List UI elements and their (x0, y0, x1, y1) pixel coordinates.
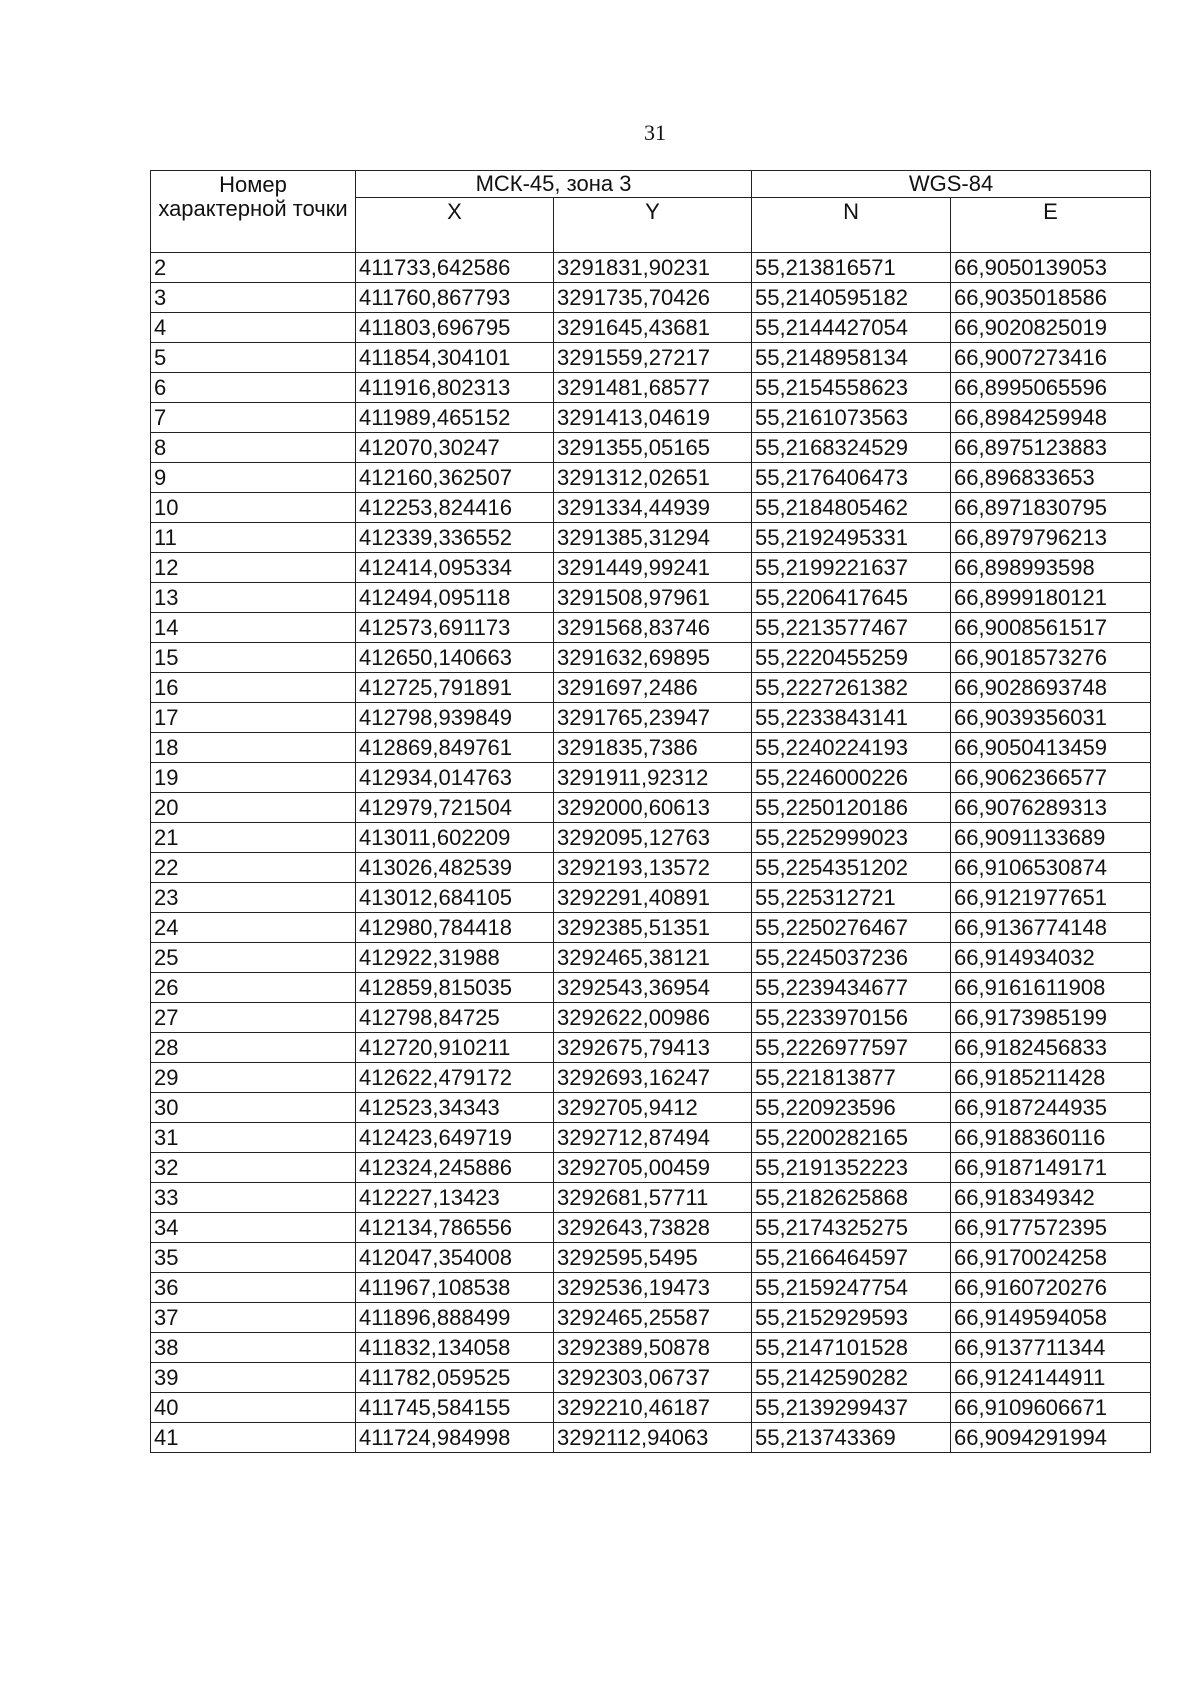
x-cell: 412324,245886 (356, 1153, 554, 1183)
e-cell: 66,9182456833 (951, 1033, 1151, 1063)
coordinates-table (150, 170, 1151, 1453)
n-cell: 55,2191352223 (752, 1153, 951, 1183)
n-cell: 55,2174325275 (752, 1213, 951, 1243)
n-cell: 55,2140595182 (752, 283, 951, 313)
table-row (151, 733, 1151, 763)
point-number-cell: 28 (151, 1033, 356, 1063)
point-number-cell: 7 (151, 403, 356, 433)
x-cell: 412798,84725 (356, 1003, 554, 1033)
e-cell: 66,914934032 (951, 943, 1151, 973)
table-row (151, 313, 1151, 343)
table-row (151, 523, 1151, 553)
n-cell: 55,2239434677 (752, 973, 951, 1003)
y-cell: 3292543,36954 (554, 973, 752, 1003)
x-cell: 412047,354008 (356, 1243, 554, 1273)
y-cell: 3292675,79413 (554, 1033, 752, 1063)
e-cell: 66,9187244935 (951, 1093, 1151, 1123)
n-cell: 55,2199221637 (752, 553, 951, 583)
e-cell: 66,9094291994 (951, 1423, 1151, 1453)
e-cell: 66,9008561517 (951, 613, 1151, 643)
n-cell: 55,2245037236 (752, 943, 951, 973)
y-cell: 3292112,94063 (554, 1423, 752, 1453)
n-cell: 55,2220455259 (752, 643, 951, 673)
x-cell: 412423,649719 (356, 1123, 554, 1153)
x-cell: 411724,984998 (356, 1423, 554, 1453)
n-cell: 55,220923596 (752, 1093, 951, 1123)
e-cell: 66,9185211428 (951, 1063, 1151, 1093)
n-cell: 55,2252999023 (752, 823, 951, 853)
y-cell: 3292385,51351 (554, 913, 752, 943)
n-cell: 55,2250276467 (752, 913, 951, 943)
x-cell: 411916,802313 (356, 373, 554, 403)
point-number-cell: 31 (151, 1123, 356, 1153)
point-number-cell: 2 (151, 253, 356, 283)
x-cell: 412979,721504 (356, 793, 554, 823)
x-cell: 412980,784418 (356, 913, 554, 943)
n-cell: 55,2168324529 (752, 433, 951, 463)
y-cell: 3291385,31294 (554, 523, 752, 553)
point-number-cell: 30 (151, 1093, 356, 1123)
y-cell: 3292681,57711 (554, 1183, 752, 1213)
table-row (151, 613, 1151, 643)
e-cell: 66,9160720276 (951, 1273, 1151, 1303)
table-row (151, 553, 1151, 583)
header-e: E (951, 198, 1151, 253)
n-cell: 55,2233970156 (752, 1003, 951, 1033)
n-cell: 55,2250120186 (752, 793, 951, 823)
n-cell: 55,2139299437 (752, 1393, 951, 1423)
n-cell: 55,2144427054 (752, 313, 951, 343)
point-number-cell: 15 (151, 643, 356, 673)
point-number-cell: 13 (151, 583, 356, 613)
point-number-cell: 6 (151, 373, 356, 403)
point-number-cell: 19 (151, 763, 356, 793)
table-row (151, 643, 1151, 673)
n-cell: 55,2240224193 (752, 733, 951, 763)
table-row (151, 1093, 1151, 1123)
e-cell: 66,9020825019 (951, 313, 1151, 343)
point-number-cell: 11 (151, 523, 356, 553)
table-row (151, 343, 1151, 373)
header-x: X (356, 198, 554, 253)
n-cell: 55,2246000226 (752, 763, 951, 793)
x-cell: 412070,30247 (356, 433, 554, 463)
point-number-cell: 9 (151, 463, 356, 493)
point-number-cell: 4 (151, 313, 356, 343)
e-cell: 66,9149594058 (951, 1303, 1151, 1333)
x-cell: 412859,815035 (356, 973, 554, 1003)
y-cell: 3292595,5495 (554, 1243, 752, 1273)
n-cell: 55,2147101528 (752, 1333, 951, 1363)
x-cell: 412227,13423 (356, 1183, 554, 1213)
y-cell: 3292389,50878 (554, 1333, 752, 1363)
x-cell: 411745,584155 (356, 1393, 554, 1423)
e-cell: 66,9039356031 (951, 703, 1151, 733)
table-row (151, 493, 1151, 523)
point-number-cell: 10 (151, 493, 356, 523)
table-row (151, 1033, 1151, 1063)
x-cell: 411832,134058 (356, 1333, 554, 1363)
x-cell: 412869,849761 (356, 733, 554, 763)
n-cell: 55,2200282165 (752, 1123, 951, 1153)
e-cell: 66,9050413459 (951, 733, 1151, 763)
table-row (151, 253, 1151, 283)
e-cell: 66,9028693748 (951, 673, 1151, 703)
point-number-cell: 25 (151, 943, 356, 973)
y-cell: 3291334,44939 (554, 493, 752, 523)
e-cell: 66,9076289313 (951, 793, 1151, 823)
point-number-cell: 8 (151, 433, 356, 463)
n-cell: 55,2148958134 (752, 343, 951, 373)
point-number-cell: 26 (151, 973, 356, 1003)
n-cell: 55,2192495331 (752, 523, 951, 553)
y-cell: 3291831,90231 (554, 253, 752, 283)
e-cell: 66,9170024258 (951, 1243, 1151, 1273)
n-cell: 55,2161073563 (752, 403, 951, 433)
x-cell: 413026,482539 (356, 853, 554, 883)
n-cell: 55,2142590282 (752, 1363, 951, 1393)
y-cell: 3292705,9412 (554, 1093, 752, 1123)
y-cell: 3291735,70426 (554, 283, 752, 313)
point-number-cell: 18 (151, 733, 356, 763)
x-cell: 412725,791891 (356, 673, 554, 703)
y-cell: 3291481,68577 (554, 373, 752, 403)
table-row (151, 463, 1151, 493)
x-cell: 412798,939849 (356, 703, 554, 733)
point-number-cell: 36 (151, 1273, 356, 1303)
x-cell: 413012,684105 (356, 883, 554, 913)
e-cell: 66,9109606671 (951, 1393, 1151, 1423)
point-number-cell: 14 (151, 613, 356, 643)
table-row (151, 1423, 1151, 1453)
e-cell: 66,9173985199 (951, 1003, 1151, 1033)
e-cell: 66,9137711344 (951, 1333, 1151, 1363)
point-number-cell: 22 (151, 853, 356, 883)
n-cell: 55,225312721 (752, 883, 951, 913)
y-cell: 3292000,60613 (554, 793, 752, 823)
n-cell: 55,2154558623 (752, 373, 951, 403)
e-cell: 66,898993598 (951, 553, 1151, 583)
table-row (151, 673, 1151, 703)
table-row (151, 403, 1151, 433)
e-cell: 66,9018573276 (951, 643, 1151, 673)
table-row (151, 763, 1151, 793)
point-number-cell: 16 (151, 673, 356, 703)
page-number: 31 (644, 120, 666, 145)
table-row (151, 1063, 1151, 1093)
table-row (151, 1393, 1151, 1423)
y-cell: 3292193,13572 (554, 853, 752, 883)
x-cell: 412650,140663 (356, 643, 554, 673)
e-cell: 66,896833653 (951, 463, 1151, 493)
table-row (151, 283, 1151, 313)
e-cell: 66,8995065596 (951, 373, 1151, 403)
table-row (151, 373, 1151, 403)
table-row (151, 823, 1151, 853)
x-cell: 411760,867793 (356, 283, 554, 313)
n-cell: 55,2233843141 (752, 703, 951, 733)
point-number-cell: 3 (151, 283, 356, 313)
table-row (151, 1273, 1151, 1303)
table-row (151, 1003, 1151, 1033)
header-wgs84: WGS-84 (752, 171, 1151, 198)
x-cell: 412573,691173 (356, 613, 554, 643)
e-cell: 66,8971830795 (951, 493, 1151, 523)
table-row (151, 1153, 1151, 1183)
e-cell: 66,9106530874 (951, 853, 1151, 883)
y-cell: 3292622,00986 (554, 1003, 752, 1033)
x-cell: 413011,602209 (356, 823, 554, 853)
n-cell: 55,2206417645 (752, 583, 951, 613)
y-cell: 3291559,27217 (554, 343, 752, 373)
y-cell: 3291413,04619 (554, 403, 752, 433)
n-cell: 55,2152929593 (752, 1303, 951, 1333)
point-number-cell: 41 (151, 1423, 356, 1453)
y-cell: 3291835,7386 (554, 733, 752, 763)
n-cell: 55,2213577467 (752, 613, 951, 643)
table-header (151, 171, 1151, 253)
x-cell: 411854,304101 (356, 343, 554, 373)
n-cell: 55,2226977597 (752, 1033, 951, 1063)
point-number-cell: 32 (151, 1153, 356, 1183)
y-cell: 3291645,43681 (554, 313, 752, 343)
x-cell: 412160,362507 (356, 463, 554, 493)
coordinates-table-container (150, 170, 1150, 1453)
n-cell: 55,213816571 (752, 253, 951, 283)
x-cell: 412922,31988 (356, 943, 554, 973)
point-number-cell: 24 (151, 913, 356, 943)
n-cell: 55,2166464597 (752, 1243, 951, 1273)
header-y: Y (554, 198, 752, 253)
header-row-groups (151, 171, 1151, 198)
y-cell: 3292465,38121 (554, 943, 752, 973)
table-row (151, 1213, 1151, 1243)
e-cell: 66,9007273416 (951, 343, 1151, 373)
x-cell: 411989,465152 (356, 403, 554, 433)
e-cell: 66,9062366577 (951, 763, 1151, 793)
point-number-cell: 38 (151, 1333, 356, 1363)
point-number-cell: 39 (151, 1363, 356, 1393)
e-cell: 66,9124144911 (951, 1363, 1151, 1393)
e-cell: 66,9035018586 (951, 283, 1151, 313)
y-cell: 3291568,83746 (554, 613, 752, 643)
table-row (151, 973, 1151, 1003)
e-cell: 66,9177572395 (951, 1213, 1151, 1243)
x-cell: 412934,014763 (356, 763, 554, 793)
y-cell: 3291449,99241 (554, 553, 752, 583)
y-cell: 3292536,19473 (554, 1273, 752, 1303)
table-row (151, 1123, 1151, 1153)
point-number-cell: 35 (151, 1243, 356, 1273)
n-cell: 55,2254351202 (752, 853, 951, 883)
table-row (151, 1183, 1151, 1213)
x-cell: 411896,888499 (356, 1303, 554, 1333)
n-cell: 55,2184805462 (752, 493, 951, 523)
x-cell: 412414,095334 (356, 553, 554, 583)
x-cell: 412622,479172 (356, 1063, 554, 1093)
table-body (151, 253, 1151, 1453)
point-number-cell: 27 (151, 1003, 356, 1033)
table-row (151, 853, 1151, 883)
table-row (151, 583, 1151, 613)
n-cell: 55,2182625868 (752, 1183, 951, 1213)
x-cell: 412134,786556 (356, 1213, 554, 1243)
e-cell: 66,9187149171 (951, 1153, 1151, 1183)
y-cell: 3291312,02651 (554, 463, 752, 493)
table-row (151, 1333, 1151, 1363)
n-cell: 55,213743369 (752, 1423, 951, 1453)
y-cell: 3291355,05165 (554, 433, 752, 463)
y-cell: 3292643,73828 (554, 1213, 752, 1243)
x-cell: 411803,696795 (356, 313, 554, 343)
e-cell: 66,8984259948 (951, 403, 1151, 433)
n-cell: 55,2227261382 (752, 673, 951, 703)
table-row (151, 793, 1151, 823)
x-cell: 412523,34343 (356, 1093, 554, 1123)
point-number-cell: 33 (151, 1183, 356, 1213)
y-cell: 3292095,12763 (554, 823, 752, 853)
point-number-cell: 34 (151, 1213, 356, 1243)
x-cell: 411782,059525 (356, 1363, 554, 1393)
y-cell: 3291697,2486 (554, 673, 752, 703)
y-cell: 3291911,92312 (554, 763, 752, 793)
point-number-cell: 40 (151, 1393, 356, 1423)
table-row (151, 883, 1151, 913)
e-cell: 66,9091133689 (951, 823, 1151, 853)
point-number-cell: 29 (151, 1063, 356, 1093)
table-row (151, 1363, 1151, 1393)
e-cell: 66,9121977651 (951, 883, 1151, 913)
y-cell: 3292693,16247 (554, 1063, 752, 1093)
y-cell: 3292465,25587 (554, 1303, 752, 1333)
e-cell: 66,9136774148 (951, 913, 1151, 943)
e-cell: 66,9161611908 (951, 973, 1151, 1003)
x-cell: 412253,824416 (356, 493, 554, 523)
e-cell: 66,8999180121 (951, 583, 1151, 613)
point-number-cell: 20 (151, 793, 356, 823)
y-cell: 3291508,97961 (554, 583, 752, 613)
y-cell: 3291632,69895 (554, 643, 752, 673)
point-number-cell: 37 (151, 1303, 356, 1333)
header-point-number: Номер характерной точки (151, 171, 356, 253)
point-number-cell: 17 (151, 703, 356, 733)
y-cell: 3292705,00459 (554, 1153, 752, 1183)
y-cell: 3292712,87494 (554, 1123, 752, 1153)
n-cell: 55,2159247754 (752, 1273, 951, 1303)
y-cell: 3292210,46187 (554, 1393, 752, 1423)
header-n: N (752, 198, 951, 253)
x-cell: 412494,095118 (356, 583, 554, 613)
x-cell: 411967,108538 (356, 1273, 554, 1303)
y-cell: 3291765,23947 (554, 703, 752, 733)
header-msk45-zone3: МСК-45, зона 3 (356, 171, 752, 198)
y-cell: 3292291,40891 (554, 883, 752, 913)
table-row (151, 943, 1151, 973)
table-row (151, 433, 1151, 463)
table-row (151, 703, 1151, 733)
table-row (151, 1303, 1151, 1333)
table-row (151, 913, 1151, 943)
e-cell: 66,9050139053 (951, 253, 1151, 283)
point-number-cell: 12 (151, 553, 356, 583)
point-number-cell: 5 (151, 343, 356, 373)
n-cell: 55,221813877 (752, 1063, 951, 1093)
y-cell: 3292303,06737 (554, 1363, 752, 1393)
point-number-cell: 23 (151, 883, 356, 913)
x-cell: 412339,336552 (356, 523, 554, 553)
n-cell: 55,2176406473 (752, 463, 951, 493)
x-cell: 412720,910211 (356, 1033, 554, 1063)
e-cell: 66,8975123883 (951, 433, 1151, 463)
x-cell: 411733,642586 (356, 253, 554, 283)
table-row (151, 1243, 1151, 1273)
point-number-cell: 21 (151, 823, 356, 853)
e-cell: 66,918349342 (951, 1183, 1151, 1213)
e-cell: 66,9188360116 (951, 1123, 1151, 1153)
e-cell: 66,8979796213 (951, 523, 1151, 553)
